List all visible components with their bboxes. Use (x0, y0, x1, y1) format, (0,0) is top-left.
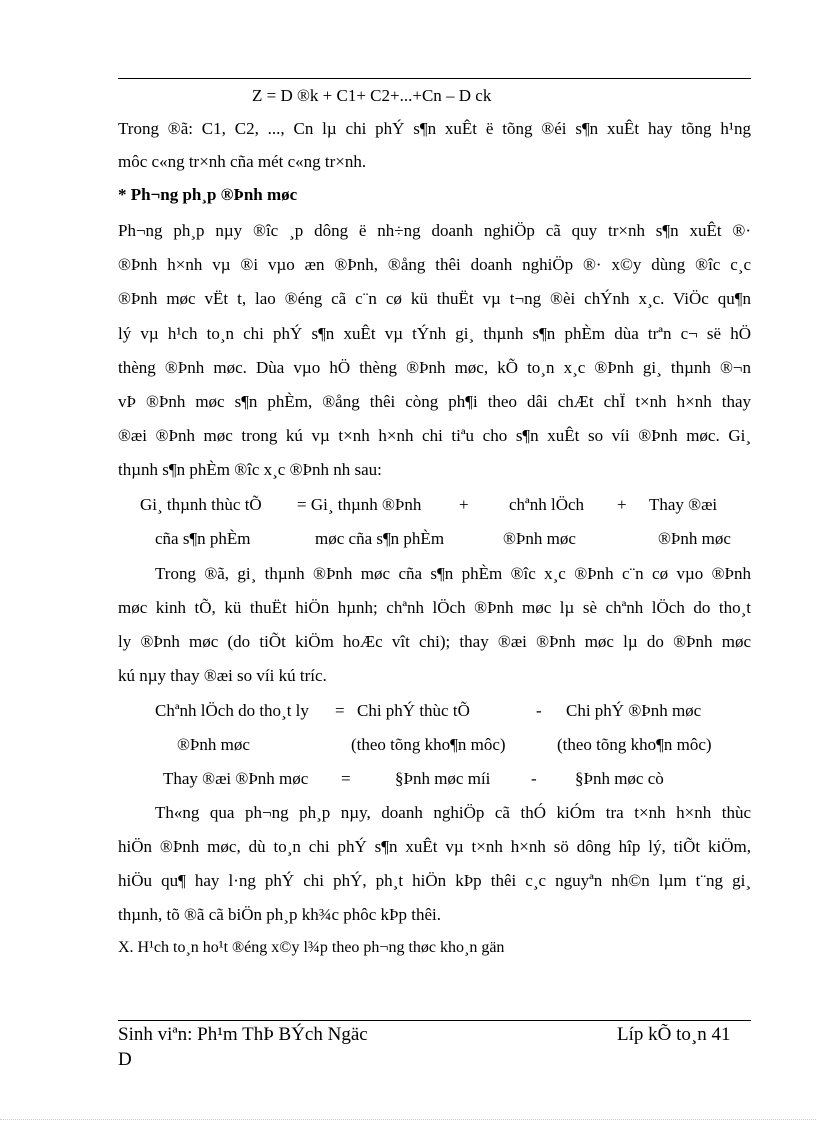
header-rule (118, 78, 751, 79)
text-line: thµnh s¶n phÈm ®îc x¸c ®Þnh nh sau: (118, 460, 382, 479)
eq-operator: = (341, 769, 351, 788)
text-line: thµnh, tõ ®ã cã biÖn ph¸p kh¾c phôc kÞp thêi. (118, 905, 441, 924)
text-line: hiÖu qu¶ hay l·ng phÝ chi phÝ, ph¸t hiÖn kÞp thêi c¸c nguyªn nh©n lµm t¨ng gi¸ (118, 871, 751, 890)
formula-line: Z = D ®k + C1+ C2+...+Cn – D ck (252, 86, 492, 105)
eq-operator: + (459, 495, 469, 514)
eq-term: §Þnh møc cò (575, 769, 664, 788)
eq-operator: + (617, 495, 627, 514)
text-line: Th«ng qua ph¬ng ph¸p nµy, doanh nghiÖp cã thÓ kiÓm tra t×nh h×nh thùc (155, 803, 751, 822)
eq-term: Chi phÝ thùc tÕ (357, 701, 470, 720)
eq-operator: = (335, 701, 345, 720)
eq-term: Thay ®æi ®Þnh møc (163, 769, 309, 788)
eq-term: Thay ®æi (649, 495, 718, 514)
text-line: ®Þnh møc vËt t, lao ®éng cã c¨n cø kü thuËt vµ t¬ng ®èi chÝnh x¸c. ViÖc qu¶n (118, 289, 751, 308)
text-line: Ph¬ng ph¸p nµy ®îc ¸p dông ë nh÷ng doanh nghiÖp cã quy tr×nh s¶n xuÊt ®· (118, 221, 751, 240)
eq-term: chªnh lÖch (509, 495, 585, 514)
eq-term: Chªnh lÖch do tho¸t ly (155, 701, 309, 720)
text-line: ®Þnh h×nh vµ ®i vµo æn ®Þnh, ®ång thêi doanh nghiÖp ®· x©y dùng ®îc c¸c (118, 255, 751, 274)
text-line: hiÖn ®Þnh møc, dù to¸n chi phÝ s¶n xuÊt vµ t×nh h×nh sö dông hîp lý, tiÕt kiÖm, (118, 837, 751, 856)
text-line: ly ®Þnh møc (do tiÕt kiÖm hoÆc vît chi); thay ®æi ®Þnh møc lµ do ®Þnh møc (118, 632, 751, 651)
text-line: lý vµ h¹ch to¸n chi phÝ s¶n xuÊt vµ tÝnh gi¸ thµnh s¶n phÈm dùa trªn c¬ së hÖ (118, 324, 751, 343)
text-line: kú nµy thay ®æi so víi kú tríc. (118, 666, 327, 685)
eq-term: ®Þnh møc (177, 735, 250, 754)
eq-term: (theo tõng kho¶n môc) (557, 735, 712, 754)
eq-term: ®Þnh møc (658, 529, 731, 548)
footer-class: Líp kÕ to¸n 41 (617, 1024, 731, 1045)
eq-term: møc cña s¶n phÈm (315, 529, 445, 548)
eq-term: ®Þnh møc (503, 529, 576, 548)
text-line: Trong ®ã, gi¸ thµnh ®Þnh møc cña s¶n phÈm ®îc x¸c ®Þnh c¨n cø vµo ®Þnh (155, 564, 751, 583)
eq-term: = Gi¸ thµnh ®Þnh (297, 495, 422, 514)
eq-term: Chi phÝ ®Þnh møc (566, 701, 702, 720)
eq-operator: - (536, 701, 542, 720)
section-heading: * Ph¬ng ph¸p ®Þnh møc (118, 185, 298, 204)
footer-rule (118, 1020, 751, 1021)
eq-operator: - (531, 769, 537, 788)
page-edge (0, 1119, 816, 1120)
text-line: thèng ®Þnh møc. Dùa vµo hÖ thèng ®Þnh møc, kÕ to¸n x¸c ®Þnh gi¸ thµnh ®¬n (118, 358, 751, 377)
text-line: Trong ®ã: C1, C2, ..., Cn lµ chi phÝ s¶n xuÊt ë tõng ®éi s¶n xuÊt hay tõng h¹ng (118, 119, 751, 138)
footer-student: Sinh viªn: Ph¹m ThÞ BÝch Ngäc (118, 1024, 368, 1045)
text-line: vÞ ®Þnh møc s¶n phÈm, ®ång thêi còng ph¶i theo dâi chÆt chÏ t×nh h×nh thay (118, 392, 751, 411)
eq-term: §Þnh møc míi (395, 769, 491, 788)
eq-term: (theo tõng kho¶n môc) (351, 735, 506, 754)
footer-student-cont: D (118, 1049, 132, 1070)
eq-term: cña s¶n phÈm (155, 529, 251, 548)
eq-term: Gi¸ thµnh thùc tÕ (140, 495, 262, 514)
text-line: møc kinh tÕ, kü thuËt hiÖn hµnh; chªnh lÖch ®Þnh møc lµ sè chªnh lÖch do tho¸t (118, 598, 751, 617)
text-line: môc c«ng tr×nh cña mét c«ng tr×nh. (118, 152, 367, 171)
text-line: ®æi ®Þnh møc trong kú vµ t×nh h×nh chi tiªu cho s¶n xuÊt so víi ®Þnh møc. Gi¸ (118, 426, 751, 445)
section-title: X. H¹ch to¸n ho¹t ®éng x©y l¾p theo ph¬ng thøc kho¸n gän (118, 939, 505, 956)
